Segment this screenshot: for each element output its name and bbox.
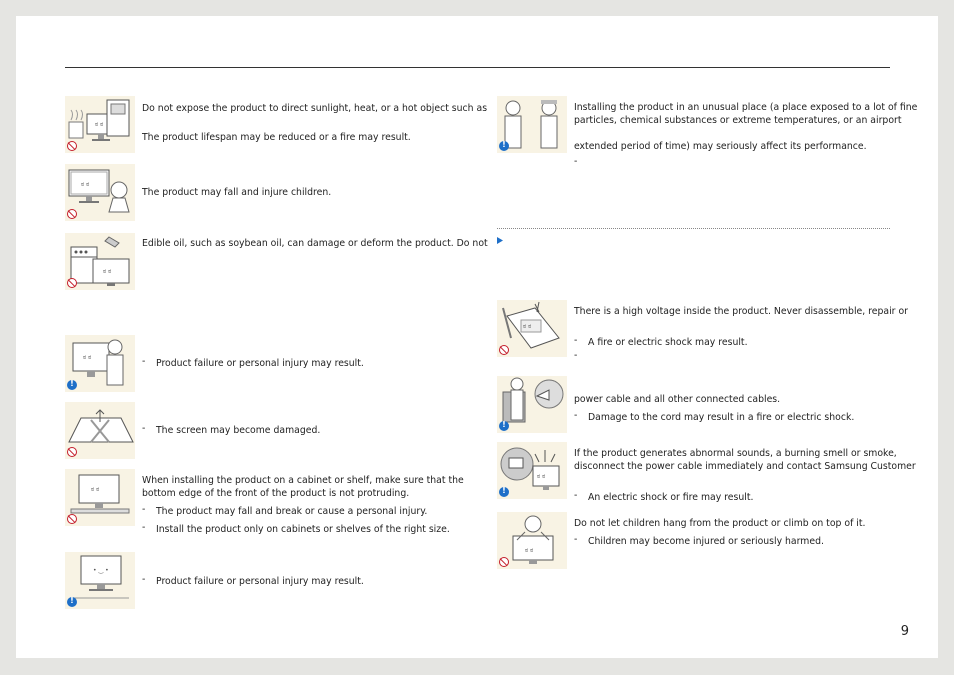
- illustration-unusual-place: [497, 96, 567, 153]
- illustration-kitchen-oil: [65, 233, 135, 290]
- page-number: 9: [900, 624, 909, 639]
- left-item3-line1: Edible oil, such as soybean oil, can damage or deform the product. Do not: [142, 238, 488, 249]
- illustration-cabinet-shelf: [65, 469, 135, 526]
- svg-text:ಠ ಠ: ಠ ಠ: [537, 473, 546, 480]
- illustration-monitor-placement: [65, 552, 135, 609]
- right-item4-line1: If the product generates abnormal sounds, a burning smell or smoke,: [574, 448, 897, 459]
- illustration-child-falling: [65, 164, 135, 221]
- prohibition-icon: [67, 209, 77, 219]
- information-icon: [499, 421, 509, 431]
- right-item2-line1: There is a high voltage inside the product. Never disassemble, repair or: [574, 306, 908, 317]
- prohibition-icon: [67, 278, 77, 288]
- illustration-disconnect-cable: [497, 376, 567, 433]
- svg-text:• ‿ •: • ‿ •: [93, 567, 109, 574]
- right-item1-line1: Installing the product in an unusual place (a place exposed to a lot of fine: [574, 102, 918, 113]
- svg-text:ಠ ಠ: ಠ ಠ: [83, 354, 92, 361]
- right-item1-line3: extended period of time) may seriously affect its performance.: [574, 141, 867, 152]
- information-icon: [67, 380, 77, 390]
- information-icon: [499, 141, 509, 151]
- right-item3-bullet1: Damage to the cord may result in a fire or electric shock.: [588, 412, 855, 423]
- illustration-child-climbing: [497, 512, 567, 569]
- svg-text:ಠ ಠ: ಠ ಠ: [523, 323, 532, 330]
- right-item3-line1: power cable and all other connected cables.: [574, 394, 781, 405]
- illustration-abnormal-sound: [497, 442, 567, 499]
- prohibition-icon: [67, 141, 77, 151]
- information-icon: [67, 597, 77, 607]
- prohibition-icon: [67, 514, 77, 524]
- left-item5-bullet1: The screen may become damaged.: [156, 425, 321, 436]
- right-item2-bullet1: A fire or electric shock may result.: [588, 337, 748, 348]
- svg-text:ಠ ಠ: ಠ ಠ: [103, 268, 112, 275]
- left-item7-bullet1: Product failure or personal injury may result.: [156, 576, 364, 587]
- svg-text:ಠ ಠ: ಠ ಠ: [95, 121, 104, 128]
- left-item6-line2: bottom edge of the front of the product is not protruding.: [142, 488, 410, 499]
- illustration-heat-source: [65, 96, 135, 153]
- left-item6-bullet1: The product may fall and break or cause a personal injury.: [156, 506, 428, 517]
- illustration-carry-monitor: [65, 335, 135, 392]
- illustration-high-voltage: [497, 300, 567, 357]
- right-item5-bullet1: Children may become injured or seriously harmed.: [588, 536, 824, 547]
- left-item6-line1: When installing the product on a cabinet or shelf, make sure that the: [142, 475, 464, 486]
- svg-text:ಠ ಠ: ಠ ಠ: [91, 486, 100, 493]
- right-item4-line2: disconnect the power cable immediately and contact Samsung Customer: [574, 461, 916, 472]
- header-rule: [65, 67, 890, 68]
- prohibition-icon: [67, 447, 77, 457]
- section-marker-icon: [497, 237, 503, 244]
- prohibition-icon: [499, 345, 509, 355]
- left-item1-line1: Do not expose the product to direct sunlight, heat, or a hot object such as: [142, 103, 488, 114]
- right-item5-line1: Do not let children hang from the product or climb on top of it.: [574, 518, 866, 529]
- left-item2-line1: The product may fall and injure children.: [142, 187, 332, 198]
- right-item4-bullet1: An electric shock or fire may result.: [588, 492, 754, 503]
- section-divider: [497, 228, 890, 229]
- information-icon: [499, 487, 509, 497]
- svg-text:ಠ ಠ: ಠ ಠ: [81, 181, 90, 188]
- left-item1-line2: The product lifespan may be reduced or a fire may result.: [142, 132, 411, 143]
- right-item1-line2: particles, chemical substances or extreme temperatures, or an airport: [574, 115, 902, 126]
- illustration-monitor-face-down: [65, 402, 135, 459]
- svg-text:ಠ ಠ: ಠ ಠ: [525, 547, 534, 554]
- left-item6-bullet2: Install the product only on cabinets or shelves of the right size.: [156, 524, 450, 535]
- prohibition-icon: [499, 557, 509, 567]
- left-item4-bullet1: Product failure or personal injury may result.: [156, 358, 364, 369]
